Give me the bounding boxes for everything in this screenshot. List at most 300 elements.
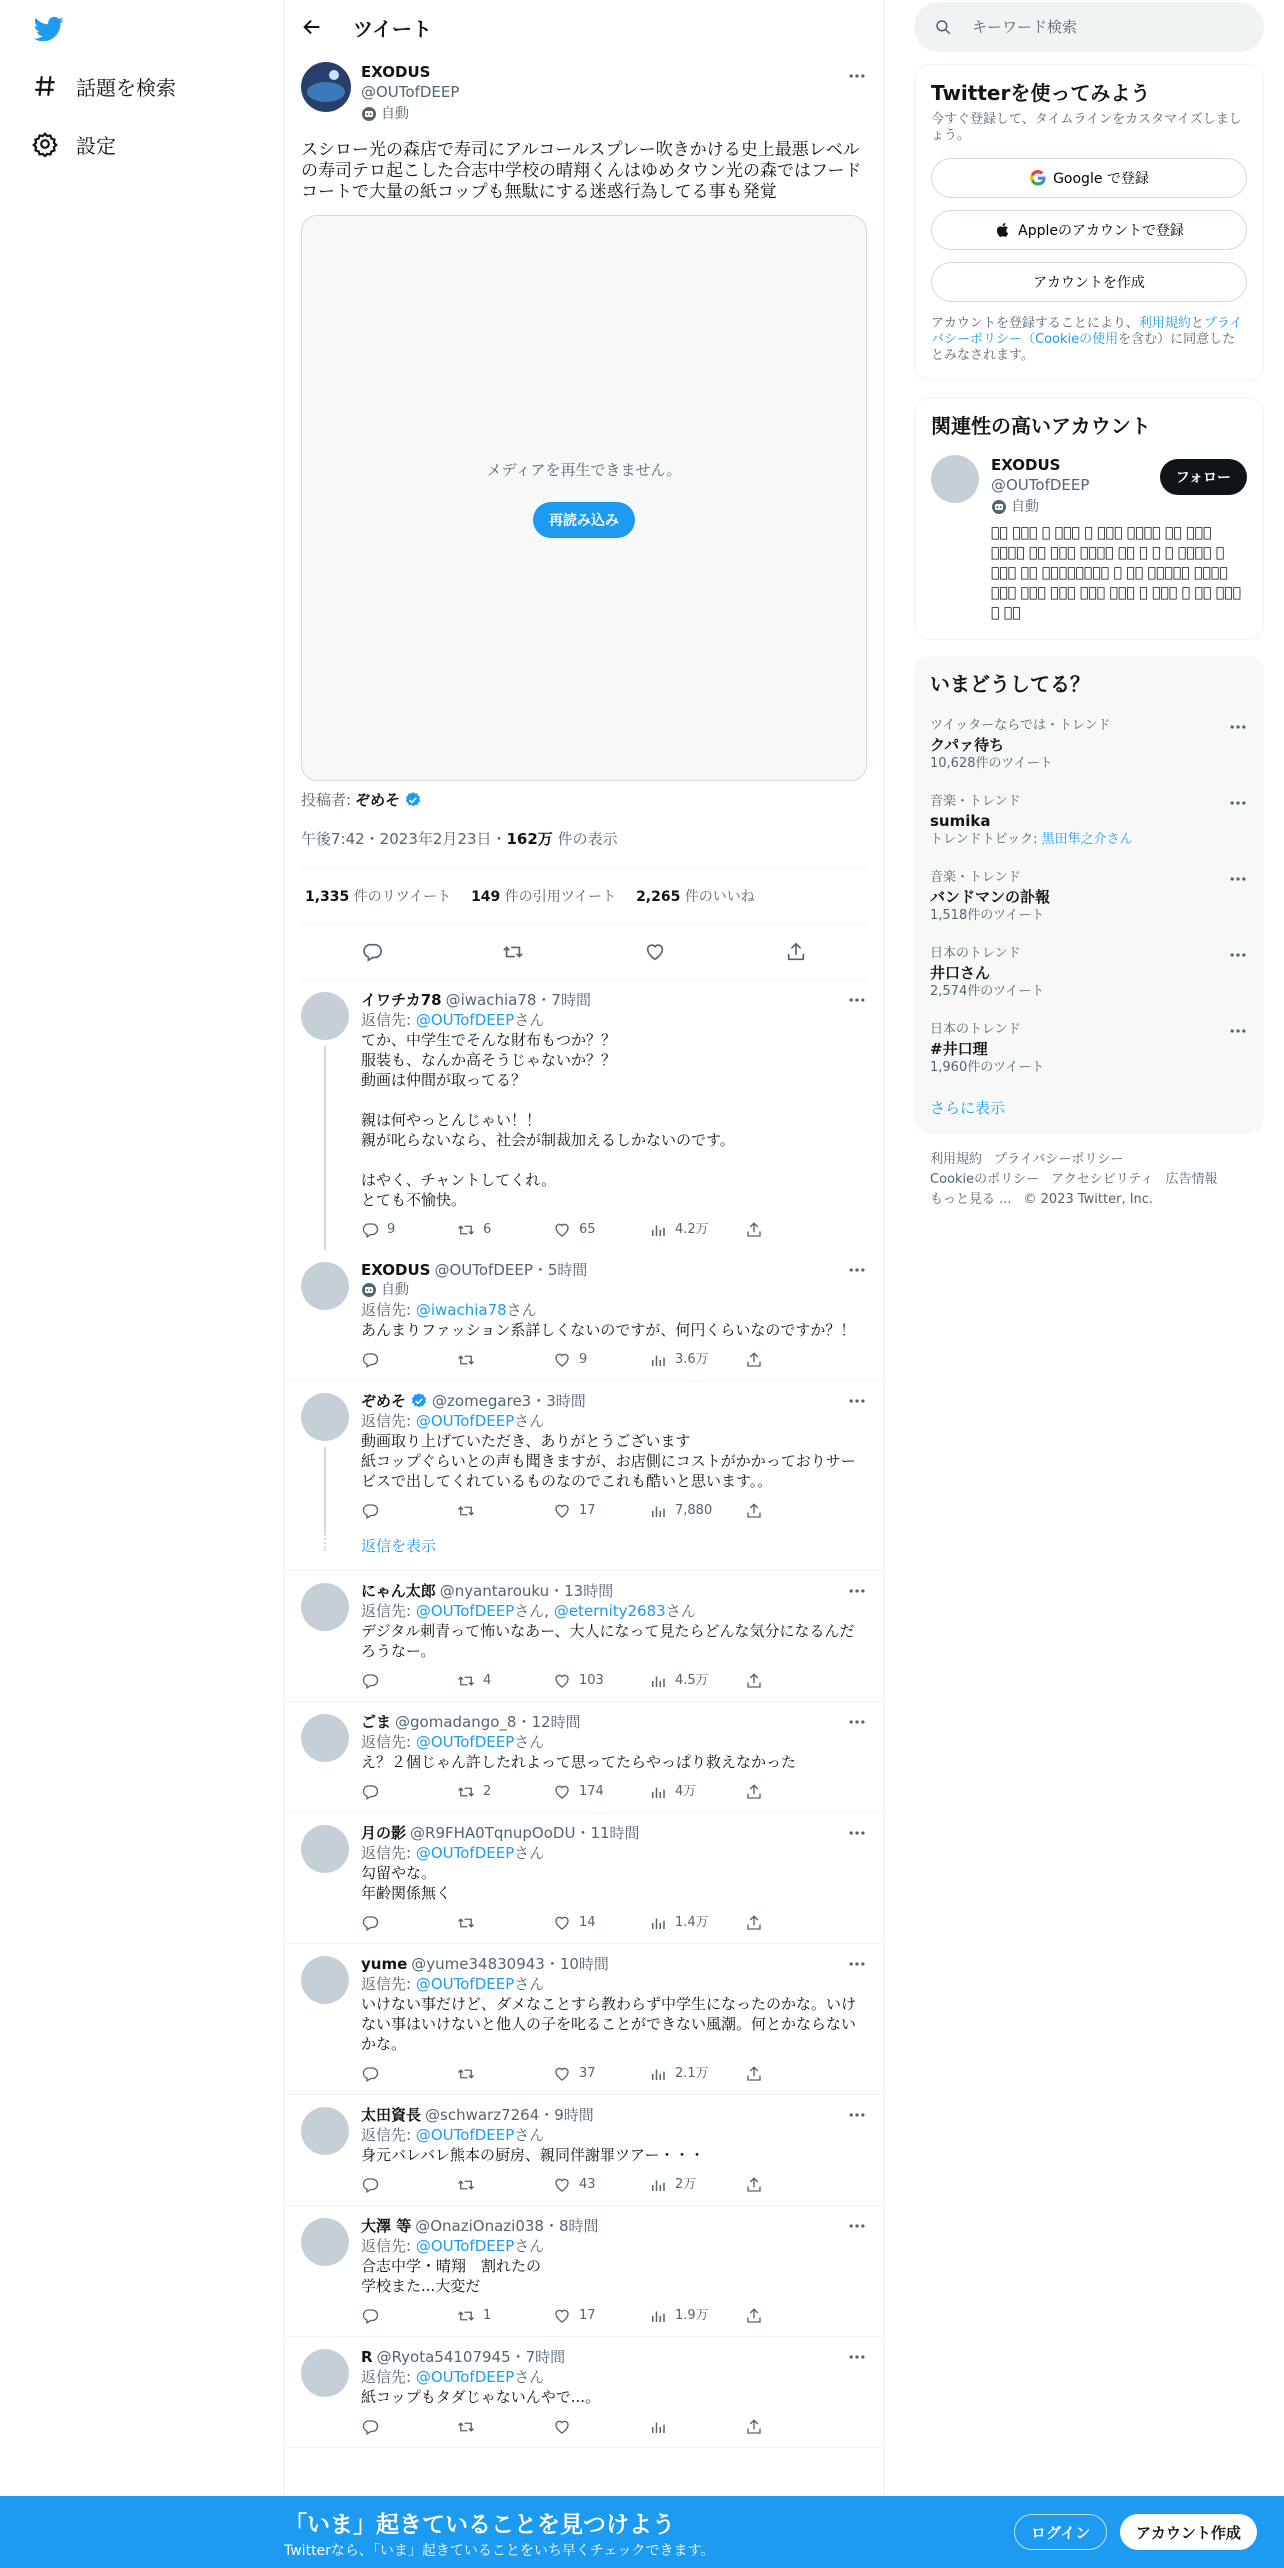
reply-actions xyxy=(361,1340,867,1380)
signup-button[interactable]: アカウント作成 xyxy=(1120,2514,1257,2550)
page-title: ツイート xyxy=(353,16,432,41)
retweet-action[interactable]: 1 xyxy=(457,2306,553,2326)
page-header xyxy=(285,0,883,54)
thread-dots xyxy=(324,1531,326,1551)
reply-icon xyxy=(361,1914,379,1932)
retweet-icon[interactable] xyxy=(502,941,524,963)
tweet-actions xyxy=(301,924,867,980)
tweet-time[interactable]: 午後7:42・2023年2月23日・ xyxy=(301,830,507,848)
reply-actions xyxy=(361,2407,867,2447)
reply-author-handle[interactable]: @OnaziOnazi038 xyxy=(415,2217,544,2235)
share-action[interactable] xyxy=(745,1221,841,1239)
reply-author-name[interactable]: 月の影 xyxy=(361,1824,407,1842)
footer xyxy=(914,1150,1264,1210)
reply-text: あんまりファッション系詳しくないのですが、何円くらいなのですか？！ xyxy=(361,1321,856,1339)
footer-link[interactable]: 利用規約 xyxy=(930,1152,983,1167)
reply-to: 返信先: @OUTofDEEPさん xyxy=(361,1733,545,1751)
search-input[interactable] xyxy=(972,18,1222,36)
views-icon xyxy=(649,2176,667,2194)
share-icon xyxy=(745,1672,763,1690)
related-name[interactable]: EXODUS xyxy=(991,456,1061,474)
tweet-meta xyxy=(301,828,867,868)
reply-tweet[interactable] xyxy=(285,1944,883,2095)
like-icon xyxy=(553,1672,571,1690)
reply-action[interactable] xyxy=(361,2065,457,2083)
share-icon xyxy=(745,1351,763,1369)
reply-author-name[interactable]: EXODUS xyxy=(361,1261,431,1279)
views-action[interactable]: 1.4万 xyxy=(649,1913,745,1933)
signup-terms: アカウントを登録することにより、利用規約とプライバシーポリシー（Cookieの使用を含む）に同意したとみなされます。 xyxy=(931,316,1243,363)
nav-explore[interactable] xyxy=(32,66,176,106)
media-player[interactable] xyxy=(301,215,867,781)
like-icon xyxy=(553,2176,571,2194)
signup-title: Twitterを使ってみよう xyxy=(931,81,1151,105)
retweet-action[interactable] xyxy=(457,2065,553,2083)
retweet-icon xyxy=(457,1914,475,1932)
retweet-action[interactable]: 4 xyxy=(457,1671,553,1691)
retweet-icon xyxy=(457,2418,475,2436)
reply-actions xyxy=(361,2165,867,2205)
more-options-icon[interactable] xyxy=(1228,945,1248,965)
trend-context: 音楽・トレンド xyxy=(930,870,1021,885)
avatar[interactable] xyxy=(301,1393,349,1441)
bottombar-title: 「いま」起きていることを見つけよう xyxy=(284,2512,675,2538)
right-sidebar xyxy=(914,0,1264,1210)
automated-label: 自動 xyxy=(991,497,1161,517)
reply-action[interactable] xyxy=(361,2307,457,2325)
reply-text: てか、中学生でそんな財布もつか？？ 服装も、なんか高そうじゃないか？？ 動画は仲間が取ってる？ 親は何やっとんじゃい！！ 親が叱らないなら、社会が制裁加えるしかないのです。 はやく、チャントしてくれ。 とても不愉快。 xyxy=(361,1031,735,1209)
google-signup-button[interactable] xyxy=(931,158,1247,198)
like-action[interactable]: 14 xyxy=(553,1913,649,1933)
share-icon xyxy=(745,1914,763,1932)
retweet-stat[interactable]: 1,335 件のリツイート xyxy=(305,888,452,905)
trend-context: 音楽・トレンド xyxy=(930,794,1021,809)
footer-link[interactable]: Cookieのポリシー xyxy=(930,1172,1040,1187)
share-action[interactable] xyxy=(745,1783,841,1801)
reply-tweet[interactable] xyxy=(285,2206,883,2337)
reply-to: 返信先: @OUTofDEEPさん xyxy=(361,2126,545,2144)
reply-tweet[interactable] xyxy=(285,2095,883,2206)
related-handle[interactable]: @OUTofDEEP xyxy=(991,476,1090,494)
google-signup-label: Google で登録 xyxy=(1053,171,1149,187)
reply-icon xyxy=(361,2065,379,2083)
like-action[interactable]: 17 xyxy=(553,1501,649,1521)
footer-link[interactable]: 広告情報 xyxy=(1165,1172,1218,1187)
trend-name: バンドマンの訃報 xyxy=(930,888,1051,906)
tweet-text: スシロー光の森店で寿司にアルコールスプレー吹きかける史上最悪レベルの寿司テロ起こした合志中学校の晴翔くんはゆめタウン光の森ではフードコートで大量の紙コップも無駄にする迷惑行為してる事も発覚 xyxy=(301,140,862,202)
reply-actions xyxy=(361,1903,867,1943)
like-icon xyxy=(553,2065,571,2083)
views-action[interactable]: 4万 xyxy=(649,1782,745,1802)
share-action[interactable] xyxy=(745,2418,841,2436)
google-icon xyxy=(1029,169,1047,187)
views-action[interactable]: 1.9万 xyxy=(649,2306,745,2326)
verified-badge-icon xyxy=(404,791,422,809)
trend-name: 井口さん xyxy=(930,964,991,982)
reply-time[interactable]: ・9時間 xyxy=(539,2106,594,2124)
gear-icon xyxy=(32,131,58,157)
avatar[interactable] xyxy=(301,1825,349,1873)
views-icon xyxy=(649,2307,667,2325)
retweet-action[interactable] xyxy=(457,1502,553,1520)
share-icon[interactable] xyxy=(785,941,807,963)
view-label: 件の表示 xyxy=(557,830,618,848)
reply-actions xyxy=(361,2296,867,2336)
like-icon xyxy=(553,2418,571,2436)
more-options-icon[interactable] xyxy=(847,1712,867,1732)
views-icon xyxy=(649,1502,667,1520)
reply-icon[interactable] xyxy=(361,941,383,963)
retweet-action[interactable] xyxy=(457,1351,553,1369)
apple-signup-button[interactable] xyxy=(931,210,1247,250)
mention-link[interactable]: @OUTofDEEP xyxy=(415,1602,515,1620)
reply-tweet[interactable] xyxy=(285,1702,883,1813)
reply-action[interactable] xyxy=(361,1672,457,1690)
more-options-icon[interactable] xyxy=(1228,793,1248,813)
reply-tweet[interactable] xyxy=(285,2337,883,2448)
reply-author-handle[interactable]: @iwachia78 xyxy=(445,991,537,1009)
reply-actions xyxy=(361,1772,867,1812)
reload-button[interactable]: 再読み込み xyxy=(533,502,635,538)
reply-to: 返信先: @OUTofDEEPさん xyxy=(361,1412,545,1430)
views-action[interactable]: 4.5万 xyxy=(649,1671,745,1691)
search-icon xyxy=(934,18,952,36)
apple-signup-label: Appleのアカウントで登録 xyxy=(1018,223,1184,239)
reply-author-handle[interactable]: @nyantarouku xyxy=(439,1582,550,1600)
views-icon xyxy=(649,1672,667,1690)
mention-link[interactable]: @OUTofDEEP xyxy=(415,1733,515,1751)
views-action[interactable]: 2万 xyxy=(649,2175,745,2195)
reply-author-name[interactable]: ぞめそ xyxy=(361,1392,407,1410)
more-options-icon[interactable] xyxy=(847,1260,867,1280)
reply-time[interactable]: ・10時間 xyxy=(544,1955,609,1973)
trend-item[interactable] xyxy=(930,945,1248,1001)
more-options-icon[interactable] xyxy=(847,1823,867,1843)
reply-to: 返信先: @OUTofDEEPさん xyxy=(361,1011,545,1029)
retweet-icon xyxy=(457,1783,475,1801)
avatar[interactable] xyxy=(301,2218,349,2266)
more-options-icon[interactable] xyxy=(847,2216,867,2236)
retweet-icon xyxy=(457,1502,475,1520)
poster-label: 投稿者: xyxy=(301,791,352,809)
avatar[interactable] xyxy=(301,2349,349,2397)
reply-tweet[interactable] xyxy=(285,1813,883,1944)
reply-actions xyxy=(361,1210,867,1250)
reply-tweet[interactable] xyxy=(285,1381,883,1531)
mention-link[interactable]: @eternity2683 xyxy=(553,1602,666,1620)
like-icon xyxy=(553,1914,571,1932)
more-options-icon[interactable] xyxy=(847,2105,867,2125)
reply-time[interactable]: ・8時間 xyxy=(543,2217,599,2235)
avatar[interactable] xyxy=(301,1583,349,1631)
reply-to: 返信先: @OUTofDEEPさん xyxy=(361,2368,545,2386)
media-error-message: メディアを再生できません。 xyxy=(486,460,682,479)
automated-label xyxy=(361,104,459,124)
views-action[interactable]: 2.1万 xyxy=(649,2064,745,2084)
retweet-icon xyxy=(457,2065,475,2083)
reply-actions xyxy=(361,2054,867,2094)
mention-link[interactable]: @OUTofDEEP xyxy=(415,1975,515,1993)
main-tweet xyxy=(285,54,883,980)
reply-icon xyxy=(361,1351,379,1369)
reply-action[interactable] xyxy=(361,2176,457,2194)
trend-topic-link[interactable]: 黒田隼之介さん xyxy=(1041,832,1133,847)
more-options-icon[interactable] xyxy=(1228,717,1248,737)
bot-icon xyxy=(991,499,1007,515)
mention-link[interactable]: @OUTofDEEP xyxy=(415,2237,515,2255)
mention-link[interactable]: @OUTofDEEP xyxy=(415,2368,515,2386)
reply-to: 返信先: @OUTofDEEPさん xyxy=(361,2237,545,2255)
reply-to: 返信先: @OUTofDEEPさん xyxy=(361,1975,545,1993)
show-more-link[interactable]: さらに表示 xyxy=(930,1099,1006,1117)
mention-link[interactable]: @OUTofDEEP xyxy=(415,1011,515,1029)
automated-label: 自動 xyxy=(361,1280,867,1300)
reply-time[interactable]: ・12時間 xyxy=(516,1713,581,1731)
related-title: 関連性の高いアカウント xyxy=(931,414,1151,438)
reply-time[interactable]: ・7時間 xyxy=(536,991,591,1009)
nav-settings-label: 設定 xyxy=(76,133,116,158)
more-options-icon[interactable] xyxy=(847,1954,867,1974)
like-icon xyxy=(553,1502,571,1520)
bottom-signup-bar xyxy=(0,2496,1284,2568)
privacy-link[interactable]: プライバシーポリシー（Cookieの使用 xyxy=(931,316,1243,347)
reply-author-handle[interactable]: @Ryota54107945 xyxy=(376,2348,511,2366)
reply-text: 勾留やな。 年齢関係無く xyxy=(361,1864,452,1902)
reply-author-handle[interactable]: @zomegare3 xyxy=(432,1392,532,1410)
trend-item[interactable] xyxy=(930,869,1248,925)
trend-count: 2,574件のツイート xyxy=(930,984,1045,999)
footer-link[interactable]: プライバシーポリシー xyxy=(994,1152,1124,1167)
trend-name: sumika xyxy=(930,812,991,830)
share-action[interactable] xyxy=(745,1914,841,1932)
media-poster xyxy=(301,789,867,810)
bot-icon xyxy=(361,1282,377,1298)
footer-link[interactable]: もっと見る ... xyxy=(930,1192,1012,1207)
views-icon xyxy=(649,1914,667,1932)
views-action[interactable] xyxy=(649,2418,745,2436)
more-options-icon[interactable] xyxy=(847,990,867,1010)
automated-text: 自動 xyxy=(381,106,409,122)
trend-count: 10,628件のツイート xyxy=(930,756,1053,771)
more-options-icon[interactable] xyxy=(847,66,867,86)
main-column xyxy=(284,0,884,2500)
share-action[interactable] xyxy=(745,1672,841,1690)
avatar[interactable] xyxy=(301,1956,349,2004)
like-icon xyxy=(553,1783,571,1801)
share-icon xyxy=(745,2065,763,2083)
like-action[interactable] xyxy=(553,2418,649,2436)
reply-tweet[interactable] xyxy=(285,1571,883,1702)
reply-text: え？２個じゃん許したれよって思ってたらやっぱり救えなかった xyxy=(361,1753,797,1771)
reply-author-handle[interactable]: @gomadango_8 xyxy=(395,1713,517,1731)
like-action[interactable]: 43 xyxy=(553,2175,649,2195)
reply-text: 紙コップもタダじゃないんやで...。 xyxy=(361,2388,601,2406)
reply-author-handle[interactable]: @R9FHA0TqnupOoDU xyxy=(410,1824,576,1842)
reply-author-handle[interactable]: @yume34830943 xyxy=(411,1955,545,1973)
reply-action[interactable] xyxy=(361,1914,457,1932)
author-name[interactable]: EXODUS xyxy=(361,63,431,81)
show-replies-link[interactable]: 返信を表示 xyxy=(285,1531,883,1571)
poster-name[interactable]: ぞめそ xyxy=(355,791,401,809)
reply-author-name[interactable]: R xyxy=(361,2348,373,2366)
retweet-action[interactable] xyxy=(457,2418,553,2436)
like-action[interactable]: 65 xyxy=(553,1220,649,1240)
view-count: 162万 xyxy=(506,830,553,848)
like-action[interactable]: 37 xyxy=(553,2064,649,2084)
related-bio: 􀀀􀀀 􀀀􀀀􀀀 􀀀 􀀀􀀀􀀀 􀀀 􀀀􀀀􀀀 􀀀􀀀􀀀􀀀 􀀀􀀀 􀀀􀀀􀀀 􀀀􀀀􀀀􀀀 􀀀􀀀 􀀀􀀀􀀀 􀀀􀀀􀀀􀀀 􀀀􀀀 􀀀 􀀀 􀀀 􀀀􀀀􀀀􀀀 􀀀 􀀀􀀀􀀀 􀀀􀀀 􀀀􀀀􀀀􀀀􀀀􀀀􀀀􀀀 􀀀 􀀀􀀀 􀀀􀀀􀀀􀀀􀀀 􀀀􀀀􀀀􀀀 􀀀􀀀􀀀 􀀀􀀀􀀀 􀀀􀀀􀀀 􀀀􀀀􀀀 􀀀􀀀􀀀 􀀀 􀀀􀀀􀀀 􀀀 􀀀􀀀 􀀀􀀀􀀀 􀀀 􀀀􀀀 xyxy=(991,525,1242,621)
trend-item[interactable] xyxy=(930,717,1248,773)
reply-icon xyxy=(361,1221,379,1239)
like-action[interactable]: 174 xyxy=(553,1782,649,1802)
views-icon xyxy=(649,2065,667,2083)
thread-line xyxy=(324,1046,326,1250)
related-account[interactable] xyxy=(931,455,1247,517)
trend-item[interactable] xyxy=(930,793,1248,849)
author-handle[interactable]: @OUTofDEEP xyxy=(361,83,460,101)
reply-actions xyxy=(361,1491,867,1531)
reply-time[interactable]: ・7時間 xyxy=(510,2348,566,2366)
reply-tweet[interactable] xyxy=(285,980,883,1250)
avatar[interactable] xyxy=(301,1714,349,1762)
trends-card xyxy=(914,656,1264,1134)
like-icon[interactable] xyxy=(644,941,666,963)
reply-author-name[interactable]: 大澤 等 xyxy=(361,2217,412,2235)
reply-icon xyxy=(361,1502,379,1520)
mention-link[interactable]: @OUTofDEEP xyxy=(415,2126,515,2144)
retweet-icon xyxy=(457,1351,475,1369)
mention-link[interactable]: @OUTofDEEP xyxy=(415,1844,515,1862)
reply-to: 返信先: @OUTofDEEPさん, @eternity2683さん xyxy=(361,1602,696,1620)
footer-link[interactable]: アクセシビリティ xyxy=(1051,1172,1154,1187)
share-action[interactable] xyxy=(745,1351,841,1369)
trend-count: 1,518件のツイート xyxy=(930,908,1045,923)
like-action[interactable]: 9 xyxy=(553,1350,649,1370)
nav-settings[interactable] xyxy=(32,124,116,164)
quote-stat[interactable]: 149 件の引用ツイート xyxy=(471,888,617,905)
trend-context: 日本のトレンド xyxy=(930,1022,1021,1037)
copyright: © 2023 Twitter, Inc. xyxy=(1023,1192,1154,1207)
views-action[interactable]: 4.2万 xyxy=(649,1220,745,1240)
avatar[interactable] xyxy=(931,455,979,503)
like-icon xyxy=(553,2307,571,2325)
share-icon xyxy=(745,1502,763,1520)
views-icon xyxy=(649,1783,667,1801)
retweet-action[interactable]: 6 xyxy=(457,1220,553,1240)
signup-subtitle: 今すぐ登録して、タイムラインをカスタマイズしましょう。 xyxy=(931,112,1242,143)
reply-action[interactable] xyxy=(361,1351,457,1369)
more-options-icon[interactable] xyxy=(1228,869,1248,889)
mention-link[interactable]: @OUTofDEEP xyxy=(415,1412,515,1430)
bottombar-subtitle: Twitterなら、「いま」起きていることをいち早くチェックできます。 xyxy=(284,2543,715,2559)
search-box[interactable] xyxy=(914,2,1264,52)
follow-button[interactable]: フォロー xyxy=(1160,459,1247,495)
reply-icon xyxy=(361,2418,379,2436)
terms-link[interactable]: 利用規約 xyxy=(1138,316,1191,331)
login-button[interactable]: ログイン xyxy=(1014,2514,1107,2550)
like-action[interactable]: 103 xyxy=(553,1671,649,1691)
reply-to: 返信先: @OUTofDEEPさん xyxy=(361,1844,545,1862)
trend-context: ツイッターならでは・トレンド xyxy=(930,718,1111,733)
trend-item[interactable] xyxy=(930,1021,1248,1077)
trends-title: いまどうしてる？ xyxy=(930,672,1090,696)
retweet-action[interactable]: 2 xyxy=(457,1782,553,1802)
retweet-icon xyxy=(457,2307,475,2325)
reply-action[interactable] xyxy=(361,1502,457,1520)
reply-tweet[interactable] xyxy=(285,1250,883,1381)
reply-time[interactable]: ・3時間 xyxy=(531,1392,586,1410)
avatar[interactable] xyxy=(301,62,351,112)
reply-icon xyxy=(361,2176,379,2194)
share-icon xyxy=(745,2176,763,2194)
reply-action[interactable] xyxy=(361,2418,457,2436)
reply-author-name[interactable]: イワチカ78 xyxy=(361,991,442,1009)
reply-action[interactable] xyxy=(361,1783,457,1801)
like-action[interactable]: 17 xyxy=(553,2306,649,2326)
reply-author-name[interactable]: yume xyxy=(361,1955,408,1973)
avatar[interactable] xyxy=(301,1262,349,1310)
share-action[interactable] xyxy=(745,2176,841,2194)
reply-author-name[interactable]: ごま xyxy=(361,1713,392,1731)
avatar[interactable] xyxy=(301,992,349,1040)
hashtag-icon xyxy=(32,73,58,99)
share-action[interactable] xyxy=(745,2307,841,2325)
reply-time[interactable]: ・13時間 xyxy=(549,1582,614,1600)
related-accounts-card xyxy=(914,397,1264,640)
mention-link[interactable]: @iwachia78 xyxy=(415,1301,507,1319)
share-icon xyxy=(745,1221,763,1239)
reply-author-handle[interactable]: @schwarz7264 xyxy=(425,2106,540,2124)
views-action[interactable]: 7,880 xyxy=(649,1501,745,1521)
twitter-logo-icon[interactable] xyxy=(32,14,66,44)
more-options-icon[interactable] xyxy=(847,1581,867,1601)
views-action[interactable]: 3.6万 xyxy=(649,1350,745,1370)
tweet-stats xyxy=(301,868,867,924)
share-action[interactable] xyxy=(745,1502,841,1520)
share-icon xyxy=(745,1783,763,1801)
retweet-action[interactable] xyxy=(457,1914,553,1932)
trend-name: クパァ待ち xyxy=(930,736,1005,754)
bot-icon xyxy=(361,106,377,122)
left-nav xyxy=(0,0,284,2568)
reply-text: いけない事だけど、ダメなことすら教わらず中学生になったのかな。いけない事はいけないと他人の子を叱ることができない風潮。何とかならないかな。 xyxy=(361,1995,857,2053)
reply-author-name[interactable]: 太田資長 xyxy=(361,2106,422,2124)
share-icon xyxy=(745,2418,763,2436)
reply-icon xyxy=(361,1672,379,1690)
reply-author-handle[interactable]: @OUTofDEEP xyxy=(434,1261,533,1279)
retweet-action[interactable] xyxy=(457,2176,553,2194)
reply-text: 身元バレバレ熊本の厨房、親同伴謝罪ツアー・・・ xyxy=(361,2146,705,2164)
share-action[interactable] xyxy=(745,2065,841,2083)
like-stat[interactable]: 2,265 件のいいね xyxy=(636,888,755,905)
back-arrow-icon[interactable] xyxy=(301,16,323,38)
more-options-icon[interactable] xyxy=(847,1391,867,1411)
retweet-icon xyxy=(457,1672,475,1690)
reply-author-name[interactable]: にゃん太郎 xyxy=(361,1582,436,1600)
reply-text: 合志中学・晴翔 割れたの 学校また...大変だ xyxy=(361,2257,542,2295)
more-options-icon[interactable] xyxy=(1228,1021,1248,1041)
reply-icon xyxy=(361,2307,379,2325)
avatar[interactable] xyxy=(301,2107,349,2155)
reply-list xyxy=(285,980,883,2448)
reply-time[interactable]: ・5時間 xyxy=(532,1261,588,1279)
like-icon xyxy=(553,1221,571,1239)
reply-text: デジタル刺青って怖いなあー、大人になって見たらどんな気分になるんだろうなー。 xyxy=(361,1622,855,1660)
reply-icon xyxy=(361,1783,379,1801)
more-options-icon[interactable] xyxy=(847,2347,867,2367)
reply-action[interactable]: 9 xyxy=(361,1220,457,1240)
reply-time[interactable]: ・11時間 xyxy=(575,1824,640,1842)
create-account-button[interactable]: アカウントを作成 xyxy=(931,262,1247,302)
